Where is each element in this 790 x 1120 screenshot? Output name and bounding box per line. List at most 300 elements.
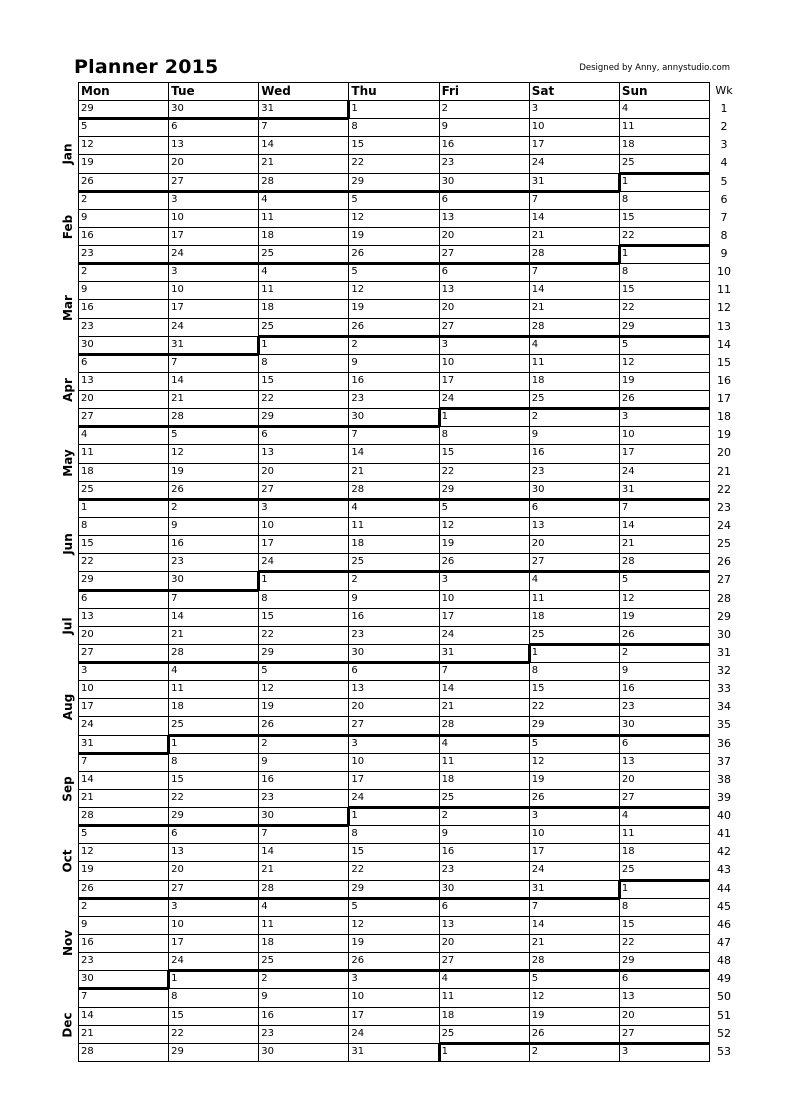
date-cell[interactable]: 28 (171, 646, 184, 658)
date-cell[interactable]: 4 (531, 574, 539, 586)
date-cell[interactable]: 7 (81, 991, 88, 1003)
date-cell[interactable]: 26 (441, 556, 455, 568)
date-cell[interactable]: 5 (81, 828, 88, 840)
date-cell[interactable]: 17 (351, 1009, 365, 1021)
date-cell[interactable]: 26 (81, 175, 94, 187)
date-cell[interactable]: 12 (351, 284, 365, 296)
date-cell[interactable]: 30 (351, 646, 365, 658)
date-cell[interactable]: 22 (621, 936, 635, 948)
date-cell[interactable]: 19 (351, 229, 365, 241)
date-cell[interactable]: 9 (441, 121, 448, 133)
date-cell[interactable]: 1 (621, 175, 629, 187)
date-cell[interactable]: 12 (171, 447, 184, 459)
date-cell[interactable]: 10 (261, 519, 275, 531)
date-cell[interactable]: 28 (351, 483, 365, 495)
date-cell[interactable]: 19 (621, 374, 635, 386)
date-cell[interactable]: 4 (171, 665, 178, 677)
date-cell[interactable]: 6 (261, 429, 268, 441)
date-cell[interactable]: 3 (351, 737, 358, 749)
date-cell[interactable]: 20 (441, 936, 455, 948)
date-cell[interactable]: 20 (351, 701, 365, 713)
date-cell[interactable]: 17 (351, 773, 365, 785)
date-cell[interactable]: 27 (441, 955, 455, 967)
date-cell[interactable]: 24 (351, 791, 365, 803)
date-cell[interactable]: 21 (441, 701, 455, 713)
date-cell[interactable]: 2 (81, 193, 88, 205)
date-cell[interactable]: 5 (351, 193, 358, 205)
date-cell[interactable]: 11 (261, 918, 275, 930)
date-cell[interactable]: 27 (81, 411, 94, 423)
date-cell[interactable]: 25 (441, 791, 455, 803)
date-cell[interactable]: 10 (531, 121, 545, 133)
date-cell[interactable]: 6 (81, 592, 88, 604)
date-cell[interactable]: 25 (621, 864, 635, 876)
date-cell[interactable]: 31 (171, 338, 184, 350)
date-cell[interactable]: 1 (441, 411, 448, 423)
date-cell[interactable]: 7 (441, 665, 448, 677)
date-cell[interactable]: 5 (171, 429, 178, 441)
date-cell[interactable]: 25 (531, 393, 545, 405)
date-cell[interactable]: 28 (261, 882, 275, 894)
date-cell[interactable]: 14 (261, 846, 275, 858)
date-cell[interactable]: 28 (621, 556, 635, 568)
date-cell[interactable]: 1 (261, 574, 268, 586)
date-cell[interactable]: 28 (81, 810, 94, 822)
date-cell[interactable]: 27 (441, 320, 455, 332)
date-cell[interactable]: 4 (441, 737, 448, 749)
date-cell[interactable]: 17 (621, 447, 635, 459)
date-cell[interactable]: 31 (351, 1045, 365, 1057)
date-cell[interactable]: 1 (171, 973, 178, 985)
date-cell[interactable]: 1 (171, 737, 178, 749)
date-cell[interactable]: 2 (351, 574, 358, 586)
date-cell[interactable]: 18 (171, 701, 184, 713)
date-cell[interactable]: 6 (351, 665, 358, 677)
date-cell[interactable]: 19 (621, 610, 635, 622)
date-cell[interactable]: 26 (351, 320, 365, 332)
date-cell[interactable]: 1 (351, 103, 358, 114)
date-cell[interactable]: 23 (441, 864, 455, 876)
date-cell[interactable]: 9 (171, 519, 178, 531)
date-cell[interactable]: 16 (81, 229, 94, 241)
date-cell[interactable]: 25 (261, 320, 275, 332)
date-cell[interactable]: 13 (261, 447, 275, 459)
date-cell[interactable]: 12 (441, 519, 455, 531)
date-cell[interactable]: 12 (261, 683, 275, 695)
date-cell[interactable]: 8 (621, 193, 629, 205)
date-cell[interactable]: 24 (351, 1027, 365, 1039)
date-cell[interactable]: 19 (81, 864, 94, 876)
date-cell[interactable]: 25 (351, 556, 365, 568)
date-cell[interactable]: 2 (261, 973, 268, 985)
date-cell[interactable]: 18 (351, 538, 365, 550)
date-cell[interactable]: 24 (441, 393, 455, 405)
date-cell[interactable]: 31 (531, 882, 545, 894)
date-cell[interactable]: 23 (81, 955, 94, 967)
date-cell[interactable]: 19 (81, 157, 94, 169)
date-cell[interactable]: 16 (261, 773, 275, 785)
date-cell[interactable]: 13 (171, 846, 184, 858)
date-cell[interactable]: 13 (621, 991, 635, 1003)
date-cell[interactable]: 10 (531, 828, 545, 840)
date-cell[interactable]: 14 (351, 447, 365, 459)
date-cell[interactable]: 15 (621, 211, 635, 223)
date-cell[interactable]: 16 (81, 302, 94, 314)
date-cell[interactable]: 14 (441, 683, 455, 695)
date-cell[interactable]: 5 (441, 501, 448, 513)
date-cell[interactable]: 13 (351, 683, 365, 695)
date-cell[interactable]: 3 (531, 810, 539, 822)
date-cell[interactable]: 24 (531, 157, 545, 169)
date-cell[interactable]: 31 (441, 646, 455, 658)
date-cell[interactable]: 3 (621, 411, 629, 423)
date-cell[interactable]: 25 (441, 1027, 455, 1039)
date-cell[interactable]: 23 (441, 157, 455, 169)
date-cell[interactable]: 24 (441, 628, 455, 640)
date-cell[interactable]: 21 (81, 1027, 94, 1039)
date-cell[interactable]: 2 (171, 501, 178, 513)
date-cell[interactable]: 25 (261, 955, 275, 967)
date-cell[interactable]: 21 (351, 465, 365, 477)
date-cell[interactable]: 8 (621, 266, 629, 278)
date-cell[interactable]: 20 (441, 229, 455, 241)
date-cell[interactable]: 5 (531, 973, 539, 985)
date-cell[interactable]: 14 (621, 519, 635, 531)
date-cell[interactable]: 12 (81, 139, 94, 151)
date-cell[interactable]: 18 (261, 229, 275, 241)
date-cell[interactable]: 24 (261, 556, 275, 568)
date-cell[interactable]: 16 (441, 139, 455, 151)
date-cell[interactable]: 14 (531, 284, 545, 296)
date-cell[interactable]: 24 (171, 248, 184, 260)
date-cell[interactable]: 21 (261, 157, 275, 169)
date-cell[interactable]: 18 (441, 773, 455, 785)
date-cell[interactable]: 11 (441, 755, 455, 767)
date-cell[interactable]: 7 (621, 501, 629, 513)
date-cell[interactable]: 30 (621, 719, 635, 731)
date-cell[interactable]: 15 (621, 918, 635, 930)
date-cell[interactable]: 29 (351, 175, 365, 187)
date-cell[interactable]: 6 (441, 266, 448, 278)
date-cell[interactable]: 18 (531, 610, 545, 622)
date-cell[interactable]: 10 (441, 356, 455, 368)
date-cell[interactable]: 15 (171, 1009, 184, 1021)
date-cell[interactable]: 20 (171, 157, 184, 169)
date-cell[interactable]: 10 (81, 683, 94, 695)
date-cell[interactable]: 8 (351, 121, 358, 133)
date-cell[interactable]: 24 (531, 864, 545, 876)
date-cell[interactable]: 14 (531, 918, 545, 930)
date-cell[interactable]: 26 (351, 955, 365, 967)
date-cell[interactable]: 22 (171, 791, 184, 803)
date-cell[interactable]: 8 (81, 519, 88, 531)
date-cell[interactable]: 29 (171, 810, 184, 822)
date-cell[interactable]: 20 (621, 773, 635, 785)
date-cell[interactable]: 7 (531, 193, 539, 205)
date-cell[interactable]: 4 (261, 193, 268, 205)
date-cell[interactable]: 12 (351, 211, 365, 223)
date-cell[interactable]: 30 (441, 175, 455, 187)
date-cell[interactable]: 6 (171, 121, 178, 133)
date-cell[interactable]: 22 (531, 701, 545, 713)
date-cell[interactable]: 14 (171, 610, 184, 622)
date-cell[interactable]: 1 (441, 1045, 448, 1057)
date-cell[interactable]: 29 (531, 719, 545, 731)
date-cell[interactable]: 20 (441, 302, 455, 314)
date-cell[interactable]: 20 (81, 393, 94, 405)
date-cell[interactable]: 28 (531, 955, 545, 967)
date-cell[interactable]: 23 (621, 701, 635, 713)
date-cell[interactable]: 28 (531, 320, 545, 332)
date-cell[interactable]: 17 (531, 139, 545, 151)
date-cell[interactable]: 16 (351, 610, 365, 622)
date-cell[interactable]: 5 (621, 338, 629, 350)
date-cell[interactable]: 17 (531, 846, 545, 858)
date-cell[interactable]: 9 (531, 429, 539, 441)
date-cell[interactable]: 23 (81, 320, 94, 332)
date-cell[interactable]: 7 (81, 755, 88, 767)
date-cell[interactable]: 29 (621, 320, 635, 332)
date-cell[interactable]: 27 (171, 882, 184, 894)
date-cell[interactable]: 26 (351, 248, 365, 260)
date-cell[interactable]: 7 (261, 121, 268, 133)
date-cell[interactable]: 13 (441, 284, 455, 296)
date-cell[interactable]: 10 (441, 592, 455, 604)
date-cell[interactable]: 10 (351, 755, 365, 767)
date-cell[interactable]: 4 (441, 973, 448, 985)
date-cell[interactable]: 6 (531, 501, 539, 513)
date-cell[interactable]: 5 (351, 900, 358, 912)
date-cell[interactable]: 11 (441, 991, 455, 1003)
date-cell[interactable]: 23 (261, 1027, 275, 1039)
date-cell[interactable]: 9 (351, 356, 358, 368)
date-cell[interactable]: 13 (171, 139, 184, 151)
date-cell[interactable]: 7 (171, 592, 178, 604)
date-cell[interactable]: 2 (81, 900, 88, 912)
date-cell[interactable]: 31 (261, 103, 275, 114)
date-cell[interactable]: 11 (81, 447, 94, 459)
date-cell[interactable]: 9 (351, 592, 358, 604)
date-cell[interactable]: 23 (351, 393, 365, 405)
date-cell[interactable]: 1 (81, 501, 88, 513)
date-cell[interactable]: 22 (621, 229, 635, 241)
date-cell[interactable]: 15 (441, 447, 455, 459)
date-cell[interactable]: 12 (531, 991, 545, 1003)
date-cell[interactable]: 24 (621, 465, 635, 477)
date-cell[interactable]: 19 (171, 465, 184, 477)
date-cell[interactable]: 24 (171, 955, 184, 967)
date-cell[interactable]: 28 (441, 719, 455, 731)
date-cell[interactable]: 7 (171, 356, 178, 368)
date-cell[interactable]: 27 (351, 719, 365, 731)
date-cell[interactable]: 26 (81, 882, 94, 894)
date-cell[interactable]: 1 (351, 810, 358, 822)
date-cell[interactable]: 8 (171, 991, 178, 1003)
date-cell[interactable]: 29 (171, 1045, 184, 1057)
date-cell[interactable]: 6 (621, 737, 629, 749)
date-cell[interactable]: 1 (621, 882, 629, 894)
date-cell[interactable]: 5 (621, 574, 629, 586)
date-cell[interactable]: 17 (81, 701, 94, 713)
date-cell[interactable]: 16 (621, 683, 635, 695)
date-cell[interactable]: 22 (171, 1027, 184, 1039)
date-cell[interactable]: 27 (621, 791, 635, 803)
date-cell[interactable]: 10 (171, 211, 184, 223)
date-cell[interactable]: 23 (261, 791, 275, 803)
date-cell[interactable]: 30 (351, 411, 365, 423)
date-cell[interactable]: 28 (81, 1045, 94, 1057)
date-cell[interactable]: 9 (261, 991, 268, 1003)
date-cell[interactable]: 22 (81, 556, 94, 568)
date-cell[interactable]: 29 (351, 882, 365, 894)
date-cell[interactable]: 14 (81, 773, 94, 785)
date-cell[interactable]: 11 (531, 592, 545, 604)
date-cell[interactable]: 26 (621, 393, 635, 405)
date-cell[interactable]: 8 (171, 755, 178, 767)
date-cell[interactable]: 27 (531, 556, 545, 568)
date-cell[interactable]: 2 (441, 810, 448, 822)
date-cell[interactable]: 19 (261, 701, 275, 713)
date-cell[interactable]: 19 (351, 302, 365, 314)
date-cell[interactable]: 5 (81, 121, 88, 133)
date-cell[interactable]: 27 (621, 1027, 635, 1039)
date-cell[interactable]: 7 (261, 828, 268, 840)
date-cell[interactable]: 8 (441, 429, 448, 441)
date-cell[interactable]: 21 (81, 791, 94, 803)
date-cell[interactable]: 4 (531, 338, 539, 350)
date-cell[interactable]: 7 (531, 900, 539, 912)
date-cell[interactable]: 11 (171, 683, 184, 695)
date-cell[interactable]: 25 (171, 719, 184, 731)
date-cell[interactable]: 9 (81, 918, 88, 930)
date-cell[interactable]: 20 (171, 864, 184, 876)
date-cell[interactable]: 6 (621, 973, 629, 985)
date-cell[interactable]: 28 (171, 411, 184, 423)
date-cell[interactable]: 27 (441, 248, 455, 260)
date-cell[interactable]: 16 (261, 1009, 275, 1021)
date-cell[interactable]: 3 (171, 266, 178, 278)
date-cell[interactable]: 2 (261, 737, 268, 749)
date-cell[interactable]: 9 (81, 284, 88, 296)
date-cell[interactable]: 24 (171, 320, 184, 332)
date-cell[interactable]: 3 (171, 900, 178, 912)
date-cell[interactable]: 13 (81, 374, 94, 386)
date-cell[interactable]: 3 (351, 973, 358, 985)
date-cell[interactable]: 4 (621, 103, 629, 114)
date-cell[interactable]: 29 (261, 646, 275, 658)
date-cell[interactable]: 15 (261, 374, 275, 386)
date-cell[interactable]: 24 (81, 719, 94, 731)
date-cell[interactable]: 22 (261, 628, 275, 640)
date-cell[interactable]: 19 (441, 538, 455, 550)
date-cell[interactable]: 23 (351, 628, 365, 640)
date-cell[interactable]: 15 (171, 773, 184, 785)
date-cell[interactable]: 4 (261, 266, 268, 278)
date-cell[interactable]: 7 (351, 429, 358, 441)
date-cell[interactable]: 30 (441, 882, 455, 894)
date-cell[interactable]: 3 (81, 665, 88, 677)
date-cell[interactable]: 10 (171, 918, 184, 930)
date-cell[interactable]: 20 (621, 1009, 635, 1021)
date-cell[interactable]: 9 (81, 211, 88, 223)
date-cell[interactable]: 29 (81, 574, 94, 586)
date-cell[interactable]: 8 (531, 665, 539, 677)
date-cell[interactable]: 22 (351, 157, 365, 169)
date-cell[interactable]: 10 (351, 991, 365, 1003)
date-cell[interactable]: 3 (531, 103, 539, 114)
date-cell[interactable]: 26 (261, 719, 275, 731)
date-cell[interactable]: 19 (531, 773, 545, 785)
date-cell[interactable]: 10 (621, 429, 635, 441)
date-cell[interactable]: 21 (261, 864, 275, 876)
date-cell[interactable]: 8 (621, 900, 629, 912)
date-cell[interactable]: 21 (531, 302, 545, 314)
date-cell[interactable]: 20 (261, 465, 275, 477)
date-cell[interactable]: 11 (621, 828, 635, 840)
date-cell[interactable]: 30 (81, 338, 94, 350)
date-cell[interactable]: 3 (441, 574, 448, 586)
date-cell[interactable]: 11 (531, 356, 545, 368)
date-cell[interactable]: 18 (261, 302, 275, 314)
date-cell[interactable]: 2 (81, 266, 88, 278)
date-cell[interactable]: 25 (621, 157, 635, 169)
date-cell[interactable]: 30 (531, 483, 545, 495)
date-cell[interactable]: 2 (351, 338, 358, 350)
date-cell[interactable]: 4 (351, 501, 358, 513)
date-cell[interactable]: 29 (621, 955, 635, 967)
date-cell[interactable]: 16 (351, 374, 365, 386)
date-cell[interactable]: 8 (261, 356, 268, 368)
date-cell[interactable]: 21 (171, 393, 184, 405)
date-cell[interactable]: 9 (621, 665, 629, 677)
date-cell[interactable]: 15 (261, 610, 275, 622)
date-cell[interactable]: 14 (261, 139, 275, 151)
date-cell[interactable]: 12 (531, 755, 545, 767)
date-cell[interactable]: 23 (531, 465, 545, 477)
date-cell[interactable]: 14 (81, 1009, 94, 1021)
date-cell[interactable]: 2 (621, 646, 629, 658)
date-cell[interactable]: 15 (531, 683, 545, 695)
date-cell[interactable]: 6 (171, 828, 178, 840)
date-cell[interactable]: 15 (81, 538, 94, 550)
date-cell[interactable]: 20 (531, 538, 545, 550)
date-cell[interactable]: 25 (81, 483, 94, 495)
date-cell[interactable]: 9 (261, 755, 268, 767)
date-cell[interactable]: 5 (351, 266, 358, 278)
date-cell[interactable]: 17 (171, 302, 184, 314)
date-cell[interactable]: 11 (621, 121, 635, 133)
date-cell[interactable]: 17 (441, 374, 455, 386)
date-cell[interactable]: 14 (171, 374, 184, 386)
date-cell[interactable]: 29 (441, 483, 455, 495)
date-cell[interactable]: 26 (531, 791, 545, 803)
date-cell[interactable]: 21 (171, 628, 184, 640)
date-cell[interactable]: 18 (621, 139, 635, 151)
date-cell[interactable]: 9 (441, 828, 448, 840)
date-cell[interactable]: 30 (171, 103, 184, 114)
date-cell[interactable]: 31 (81, 737, 94, 749)
date-cell[interactable]: 12 (621, 356, 635, 368)
date-cell[interactable]: 17 (171, 936, 184, 948)
date-cell[interactable]: 18 (81, 465, 94, 477)
date-cell[interactable]: 13 (81, 610, 94, 622)
date-cell[interactable]: 18 (261, 936, 275, 948)
date-cell[interactable]: 15 (351, 139, 365, 151)
date-cell[interactable]: 2 (441, 103, 448, 114)
date-cell[interactable]: 11 (261, 284, 275, 296)
date-cell[interactable]: 3 (441, 338, 448, 350)
date-cell[interactable]: 13 (441, 211, 455, 223)
